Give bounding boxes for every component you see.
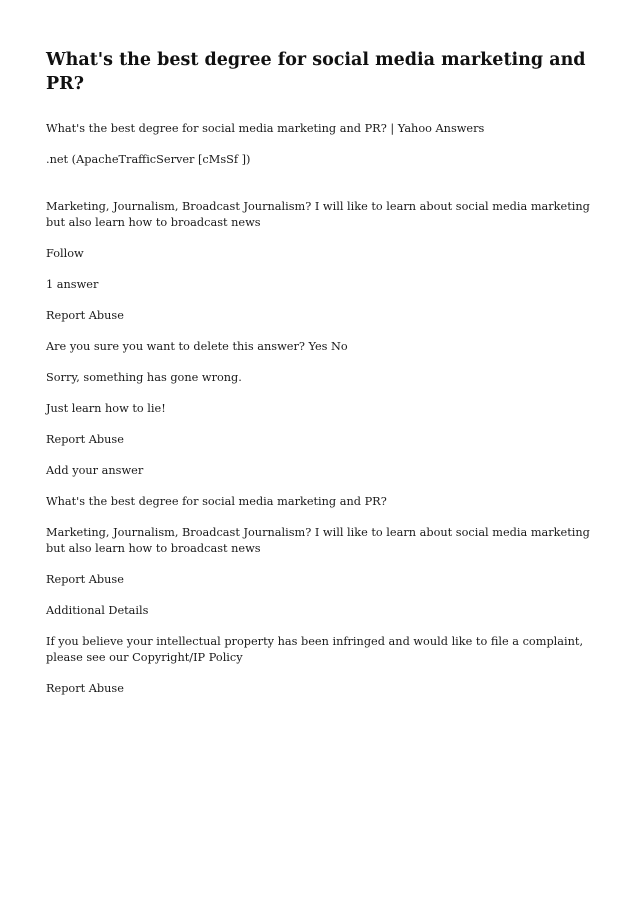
additional-details-heading: Additional Details xyxy=(46,604,149,617)
server-info: .net (ApacheTrafficServer [cMsSf ]) xyxy=(46,153,251,166)
question-details: Marketing, Journalism, Broadcast Journalism? I will like to learn about social media marketing but also learn how to broadcast news xyxy=(46,200,590,229)
source-line: What's the best degree for social media marketing and PR? | Yahoo Answers xyxy=(46,122,485,135)
report-abuse-link[interactable]: Report Abuse xyxy=(46,573,124,586)
question-details-repeat: Marketing, Journalism, Broadcast Journalism? I will like to learn about social media marketing but also learn how to broadcast news xyxy=(46,526,590,555)
report-abuse-link[interactable]: Report Abuse xyxy=(46,433,124,446)
report-abuse-link[interactable]: Report Abuse xyxy=(46,682,124,695)
question-title-repeat: What's the best degree for social media marketing and PR? xyxy=(46,495,387,508)
error-message: Sorry, something has gone wrong. xyxy=(46,371,242,384)
report-abuse-link[interactable]: Report Abuse xyxy=(46,309,124,322)
follow-link[interactable]: Follow xyxy=(46,247,84,260)
answer-count: 1 answer xyxy=(46,278,99,291)
add-answer-link[interactable]: Add your answer xyxy=(46,464,144,477)
delete-confirm-text: Are you sure you want to delete this answer? Yes No xyxy=(46,340,348,353)
answer-text: Just learn how to lie! xyxy=(46,402,166,415)
document-page xyxy=(46,48,596,712)
page-title: What's the best degree for social media marketing and PR? xyxy=(46,50,586,94)
copyright-notice: If you believe your intellectual property has been infringed and would like to file a complaint, please see our Copyright/IP Policy xyxy=(46,635,584,664)
